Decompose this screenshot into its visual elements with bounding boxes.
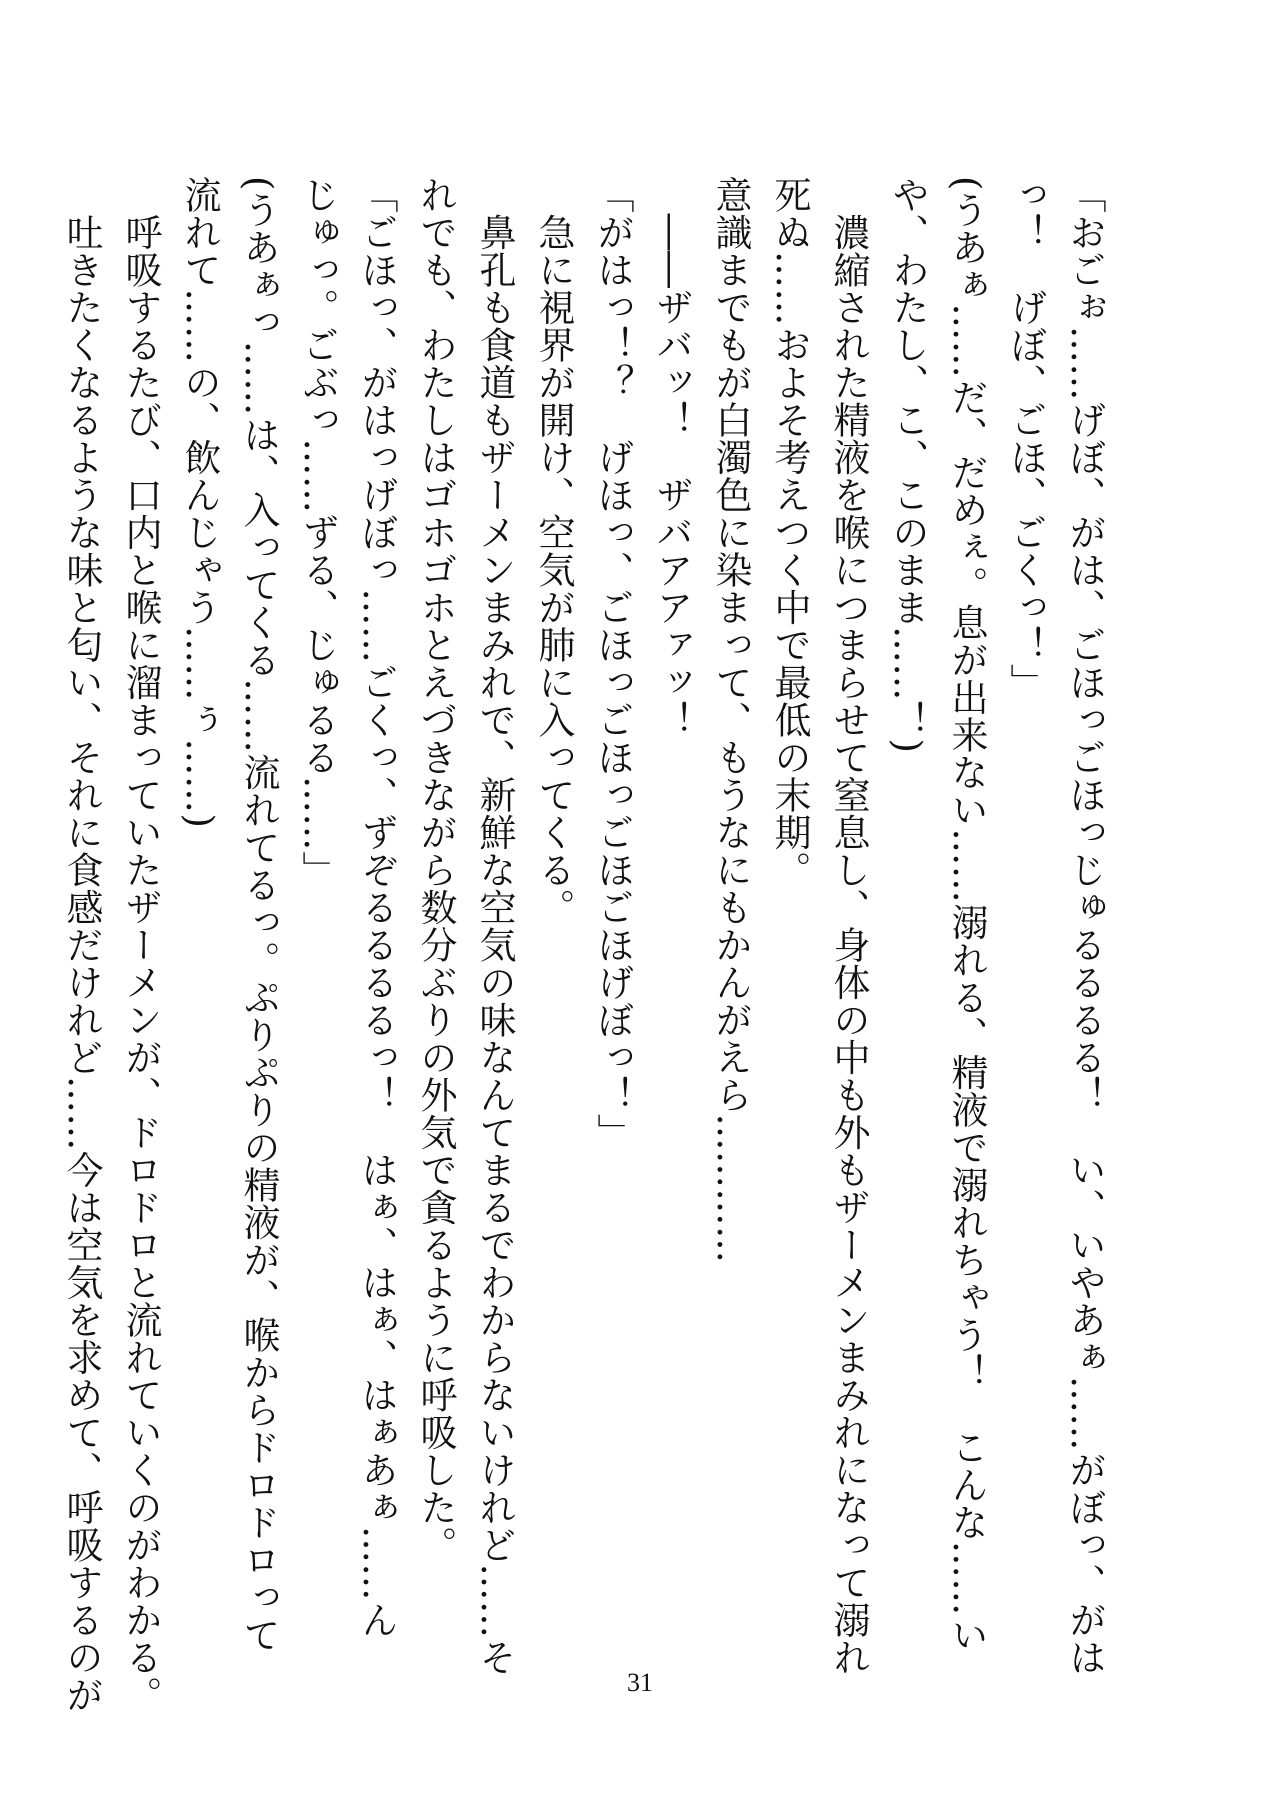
text-line: 呼吸するたび、口内と喉に溜まっていたザーメンが、ドロドロと流れていくのがわかる。 (119, 176, 162, 1714)
text-line: 意識までもが白濁色に染まって、もうなにもかんがえら………… (709, 176, 752, 1264)
text-line: 流れて……の、飲んじゃう……ぅ……) (178, 176, 221, 829)
text-line: や、わたし、こ、このまま……！) (886, 176, 929, 754)
text-line: ――ザバッ！ ザバアアァッ！ (650, 176, 693, 739)
text-line: 「おごぉ……げぼ、がは、ごほっごほっじゅるるるる！ い、いやあぁ……がぼっ、がは (1063, 176, 1106, 1676)
text-line: 「ごほっ、がはっげぼっ……ごくっ、ずぞるるるるっ！ はぁ、はぁ、はぁあぁ……ん (355, 176, 398, 1639)
text-line: 鼻孔も食道もザーメンまみれで、新鮮な空気の味なんてまるでわからないけれど……そ (473, 176, 516, 1676)
text-line: 吐きたくなるような味と匂い、それに食感だけれど……今は空気を求めて、呼吸するのが (60, 176, 103, 1714)
text-line: じゅっ。ごぶっ……ずる、じゅるる……」 (296, 176, 339, 889)
text-line: 死ぬ……およそ考えつく中で最低の末期。 (768, 176, 811, 889)
text-line: 「がはっ！？ げほっ、ごほっごほっごほごほげぼっ！」 (591, 176, 634, 1151)
text-line: (うあぁ……だ、だめぇ。息が出来ない……溺れる、精液で溺れちゃう！ こんな……い (945, 176, 988, 1654)
page-number: 31 (627, 1668, 653, 1697)
text-line: 急に視界が開け、空気が肺に入ってくる。 (532, 176, 575, 926)
text-line: (うあぁっ……は、入ってくる……流れてるっ。ぷりぷりの精液が、喉からドロドロって (237, 176, 280, 1654)
text-line: れでも、わたしはゴホゴホとえづきながら数分ぶりの外気で貪るように呼吸した。 (414, 176, 457, 1564)
text-line: っ！ げぼ、ごほ、ごくっ！」 (1004, 176, 1047, 701)
text-line: 濃縮された精液を喉につまらせて窒息し、身体の中も外もザーメンまみれになって溺れ (827, 176, 870, 1676)
